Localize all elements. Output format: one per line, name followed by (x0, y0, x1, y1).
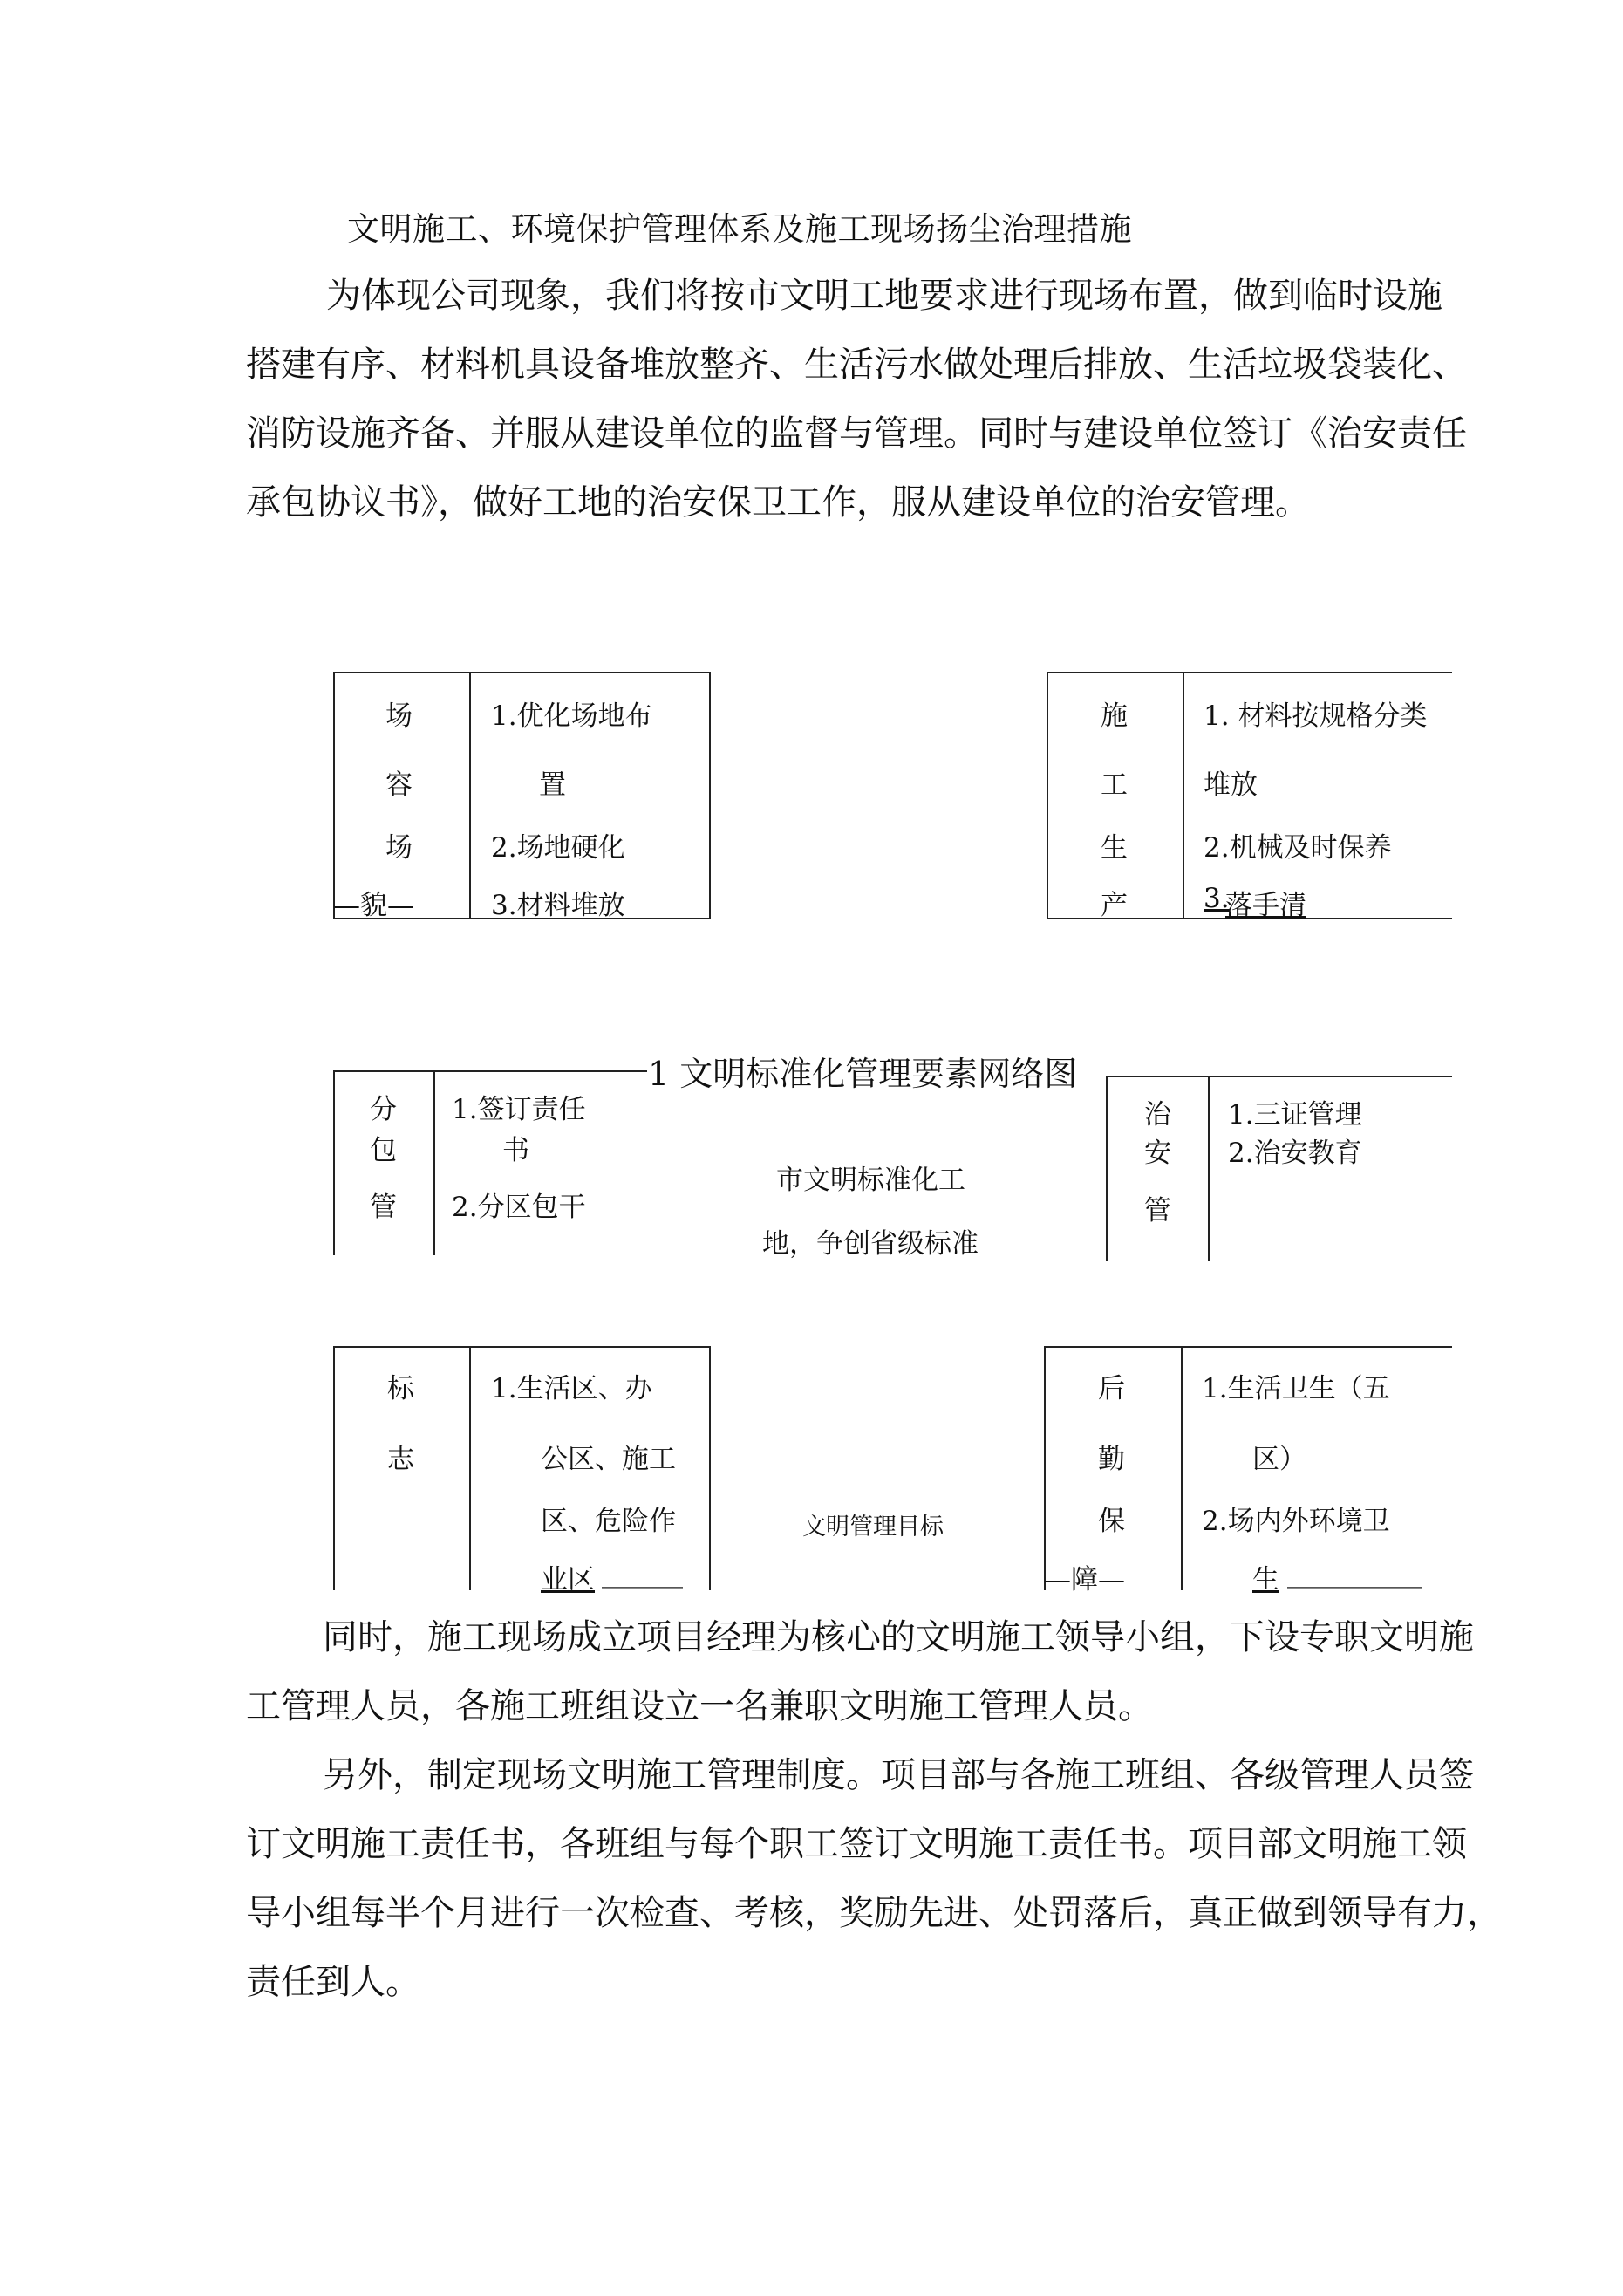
box-label-char: 勤 (1098, 1444, 1125, 1475)
text-line: 另外，制定现场文明施工管理制度。项目部与各施工班组、各级管理人员签 (323, 1755, 1474, 1795)
box-item: 1.优化场地布 (491, 700, 652, 732)
box-border (1044, 1346, 1452, 1348)
box-item: 生 (1252, 1564, 1279, 1596)
box-divider (1208, 1076, 1210, 1261)
box-item: ______ (602, 1557, 683, 1589)
box-item: 置 (539, 769, 566, 801)
box-label-char: 分 (370, 1094, 397, 1125)
box-border (333, 1346, 335, 1590)
box-item: 1. 材料按规格分类 (1204, 700, 1428, 732)
center-text-line: 地，争创省级标准 (762, 1228, 979, 1260)
box-label-char: 施 (1101, 700, 1128, 732)
box-label-char: 包 (370, 1135, 397, 1166)
box-border (709, 672, 711, 919)
box-item: 2.机械及时保养 (1204, 832, 1392, 864)
text-line: 消防设施齐备、并服从建设单位的监督与管理。同时与建设单位签订《治安责任 (246, 413, 1467, 454)
box-divider (469, 1346, 471, 1590)
box-item: 堆放 (1204, 769, 1258, 801)
box-label-char: 治 (1144, 1099, 1171, 1131)
box-item: 2.场地硬化 (491, 832, 625, 864)
text-line: 承包协议书》，做好工地的治安保卫工作，服从建设单位的治安管理。 (246, 482, 1310, 523)
box-label-char: 后 (1098, 1373, 1125, 1404)
box-border (333, 672, 711, 673)
text-line: 责任到人。 (246, 1962, 420, 2002)
box-label-char: 管 (1144, 1195, 1171, 1227)
goal-label: 文明管理目标 (802, 1514, 944, 1541)
text-line: 同时，施工现场成立项目经理为核心的文明施工领导小组，下设专职文明施 (323, 1617, 1474, 1657)
text-line: 搭建有序、材料机具设备堆放整齐、生活污水做处理后排放、生活垃圾袋装化、 (246, 345, 1467, 385)
center-text-line: 市文明标准化工 (776, 1165, 965, 1196)
box-border (1047, 672, 1048, 919)
box-item: 公区、施工 (541, 1444, 676, 1475)
text-line: 订文明施工责任书，各班组与每个职工签订文明施工责任书。项目部文明施工领 (246, 1824, 1467, 1864)
text-line: 导小组每半个月进行一次检查、考核，奖励先进、处罚落后，真正做到领导有力， (246, 1893, 1502, 1933)
title-rule (333, 1070, 647, 1072)
box-label-char: 管 (370, 1192, 397, 1223)
box-border (709, 1346, 711, 1590)
box-border (1106, 1076, 1452, 1077)
box-label-char: 场 (385, 832, 413, 864)
box-border (1044, 1346, 1046, 1590)
box-border (333, 1070, 335, 1255)
box-border (333, 672, 335, 919)
box-label-char: 志 (387, 1444, 414, 1475)
box-item: 落手清 (1225, 890, 1306, 921)
text-line: 为体现公司现象，我们将按市文明工地要求进行现场布置，做到临时设施 (326, 276, 1442, 316)
box-divider (433, 1070, 435, 1255)
box-item: __________ (1287, 1557, 1422, 1589)
box-item: 1.签订责任 (452, 1094, 586, 1125)
box-item: 3.材料堆放 (491, 890, 625, 921)
box-label-char: —障— (1044, 1564, 1125, 1596)
box-label-char: 生 (1101, 832, 1128, 864)
box-item: 书 (502, 1135, 529, 1166)
paragraph-leadership (246, 1603, 1474, 1741)
box-item: 1.生活卫生（五 (1202, 1373, 1390, 1404)
box-label-char: 安 (1144, 1138, 1171, 1169)
box-item: 1.三证管理 (1228, 1099, 1362, 1131)
box-label-char: 保 (1098, 1506, 1125, 1537)
box-border (1106, 1076, 1108, 1261)
box-divider (1183, 672, 1184, 919)
box-border (333, 1346, 711, 1348)
box-label-char: 标 (387, 1373, 414, 1404)
box-label-char: 场 (385, 700, 413, 732)
box-label-char: 工 (1101, 769, 1128, 801)
box-item: 2.治安教育 (1228, 1138, 1362, 1169)
box-item: 3. (1204, 883, 1230, 914)
document-title: 文明施工、环境保护管理体系及施工现场扬尘治理措施 (347, 210, 1132, 248)
box-border (1047, 672, 1452, 673)
box-item: 2.分区包干 (452, 1192, 586, 1223)
box-label-char: —貌— (333, 890, 414, 921)
box-item: 业区 (541, 1564, 595, 1596)
box-item: 1.生活区、办 (491, 1373, 652, 1404)
text-line: 工管理人员，各施工班组设立一名兼职文明施工管理人员。 (246, 1686, 1153, 1726)
box-label-char: 产 (1101, 890, 1128, 921)
box-item: 2.场内外环境卫 (1202, 1506, 1390, 1537)
paragraph-management-system (246, 1741, 1502, 2017)
box-divider (1181, 1346, 1183, 1590)
network-title: 1 文明标准化管理要素网络图 (648, 1055, 1078, 1093)
box-label-char: 容 (385, 769, 413, 801)
box-item: 区、危险作 (541, 1506, 676, 1537)
box-item: 区） (1252, 1444, 1306, 1475)
box-divider (469, 672, 471, 919)
